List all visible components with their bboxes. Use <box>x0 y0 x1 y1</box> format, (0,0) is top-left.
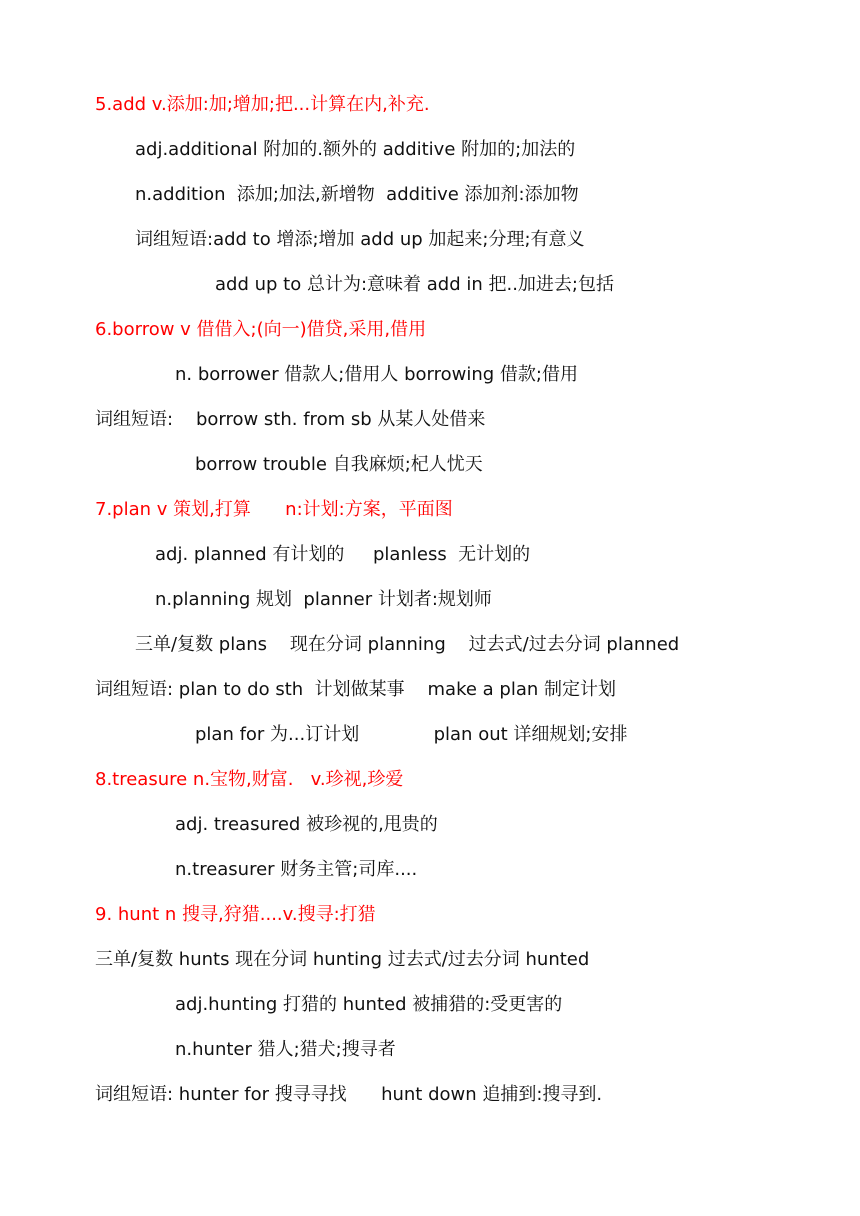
entry-line: n.treasurer 财务主管;司库.... <box>175 859 418 880</box>
entry-line: n.hunter 猎人;猎犬;搜寻者 <box>175 1039 396 1060</box>
entry-line: borrow trouble 自我麻烦;杞人忧天 <box>195 454 483 475</box>
entry-line: 词组短语:add to 增添;增加 add up 加起来;分理;有意义 <box>135 229 585 250</box>
entry-heading-borrow: 6.borrow v 借借入;(向一)借贷,采用,借用 <box>95 319 427 340</box>
entry-line: n. borrower 借款人;借用人 borrowing 借款;借用 <box>175 364 578 385</box>
entry-line: 词组短语: borrow sth. from sb 从某人处借来 <box>95 409 486 430</box>
entry-line: plan for 为...订计划 plan out 详细规划;安排 <box>195 724 628 745</box>
entry-line: adj.additional 附加的.额外的 additive 附加的;加法的 <box>135 139 576 160</box>
entry-heading-treasure: 8.treasure n.宝物,财富. v.珍视,珍爱 <box>95 769 404 790</box>
entry-heading-plan: 7.plan v 策划,打算 n:计划:方案，平面图 <box>95 499 453 520</box>
entry-line: add up to 总计为:意味着 add in 把..加进去;包括 <box>215 274 614 295</box>
entry-heading-hunt: 9. hunt n 搜寻,狩猎....v.搜寻:打猎 <box>95 904 376 925</box>
entry-line: 词组短语: hunter for 搜寻寻找 hunt down 追捕到:搜寻到. <box>95 1084 603 1105</box>
entry-line: adj. treasured 被珍视的,甩贵的 <box>175 814 438 835</box>
entry-line: adj.hunting 打猎的 hunted 被捕猎的:受更害的 <box>175 994 563 1015</box>
entry-heading-add: 5.add v.添加:加;增加;把...计算在内,补充. <box>95 94 430 115</box>
entry-line: 三单/复数 hunts 现在分词 hunting 过去式/过去分词 hunted <box>95 949 590 970</box>
entry-line: n.addition 添加;加法,新增物 additive 添加剂:添加物 <box>135 184 579 205</box>
entry-line: 词组短语: plan to do sth 计划做某事 make a plan 制定计划 <box>95 679 616 700</box>
entry-line: adj. planned 有计划的 planless 无计划的 <box>155 544 531 565</box>
entry-line: n.planning 规划 planner 计划者:规划师 <box>155 589 492 610</box>
entry-line: 三单/复数 plans 现在分词 planning 过去式/过去分词 planned <box>135 634 680 655</box>
